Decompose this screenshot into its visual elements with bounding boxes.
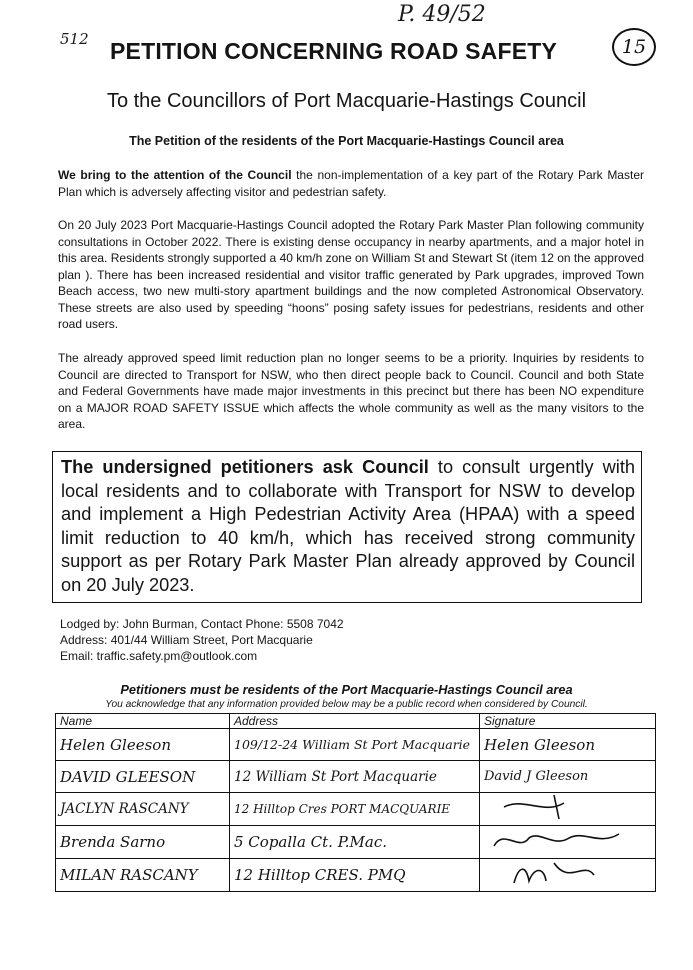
petitioner-signature: David J Gleeson	[480, 761, 656, 793]
petition-of-line: The Petition of the residents of the Port Macquarie-Hastings Council area	[129, 134, 564, 148]
request-rest: to consult urgently with local residents and to collaborate with Transport for NSW to develop and implement a High Pedestrian Activity Area (HPAA) with a speed limit reduction to 40 km/h, which has received strong community support as per Rotary Park Master Plan already approved by Council on 20 July 2023.	[61, 457, 635, 595]
petitioner-signature	[480, 859, 656, 892]
petitioner-name: Helen Gleeson	[56, 729, 230, 761]
signature-table-header	[56, 714, 656, 729]
intro-rest: the non-implementation of a key part of the Rotary Park Master Plan which is adversely affecting visitor and pedestrian safety.	[58, 168, 644, 199]
signature-column-header: Signature	[480, 714, 656, 729]
request-bold-phrase: The undersigned petitioners ask Council	[61, 457, 429, 477]
residency-requirement: Petitioners must be residents of the Port Macquarie-Hastings Council area	[120, 682, 573, 697]
table-row	[56, 826, 656, 859]
petitioner-name: Brenda Sarno	[56, 826, 230, 859]
public-record-notice: You acknowledge that any information provided below may be a public record when considered by Council.	[105, 699, 588, 710]
intro-paragraph	[58, 167, 644, 200]
handwritten-left-mark: 512	[60, 30, 89, 48]
petitioner-signature	[480, 793, 656, 826]
petitioner-name: JACLYN RASCANY	[56, 793, 230, 826]
petitioner-signature	[480, 826, 656, 859]
signature-scribble	[484, 826, 644, 854]
petitioner-address: 12 Hilltop Cres PORT MACQUARIE	[230, 793, 480, 826]
table-row	[56, 859, 656, 892]
petitioner-address: 12 Hilltop CRES. PMQ	[230, 859, 480, 892]
table-row	[56, 729, 656, 761]
lodged-by-line: Lodged by: John Burman, Contact Phone: 5508 7042	[60, 617, 344, 631]
lodged-address-line: Address: 401/44 William Street, Port Macquarie	[60, 633, 313, 647]
intro-bold-phrase: We bring to the attention of the Council	[58, 168, 292, 182]
priority-paragraph: The already approved speed limit reduction plan no longer seems to be a priority. Inquiries by residents to Council are directed to Transport for NSW, who then direct people back to Council. Council and both State and Federal Governments have made major investments in this precinct but there has been NO expenditure on a MAJOR ROAD SAFETY ISSUE which affects the whole community as well as the many visitors to the area.	[58, 351, 644, 431]
lodged-by-block	[60, 616, 344, 664]
signature-table	[55, 713, 656, 892]
table-row	[56, 761, 656, 793]
petitioner-address: 109/12-24 William St Port Macquarie	[230, 729, 480, 761]
background-paragraph: On 20 July 2023 Port Macquarie-Hastings Council adopted the Rotary Park Master Plan following community consultations in October 2022. There is existing dense occupancy in nearby apartments, and a major hotel in this area. Residents strongly supported a 40 km/h zone on William St and Stewart St (item 12 on the approved plan ). There has been increased residential and visitor traffic generated by Park upgrades, improved Town Beach access, two new multi-story apartment buildings and the now completed Astronomical Observatory. These streets are also used by speeding “hoons” posing safety issues for pedestrians, residents and other road users.	[58, 218, 644, 331]
document-subtitle: To the Councillors of Port Macquarie-Hastings Council	[106, 90, 587, 112]
handwritten-page-reference: P. 49/52	[398, 2, 486, 27]
signature-scribble	[484, 793, 644, 821]
name-column-header: Name	[56, 714, 230, 729]
petitioner-name: MILAN RASCANY	[56, 859, 230, 892]
address-column-header: Address	[230, 714, 480, 729]
signature-scribble	[484, 859, 644, 887]
table-row	[56, 793, 656, 826]
document-title: PETITION CONCERNING ROAD SAFETY	[110, 38, 558, 64]
petitioner-address: 12 William St Port Macquarie	[230, 761, 480, 793]
circled-page-number: 15	[612, 28, 656, 66]
lodged-email-line: Email: traffic.safety.pm@outlook.com	[60, 649, 258, 663]
petitioner-signature: Helen Gleeson	[480, 729, 656, 761]
petitioner-address: 5 Copalla Ct. P.Mac.	[230, 826, 480, 859]
petition-request-box	[52, 451, 642, 603]
petitioner-name: DAVID GLEESON	[56, 761, 230, 793]
